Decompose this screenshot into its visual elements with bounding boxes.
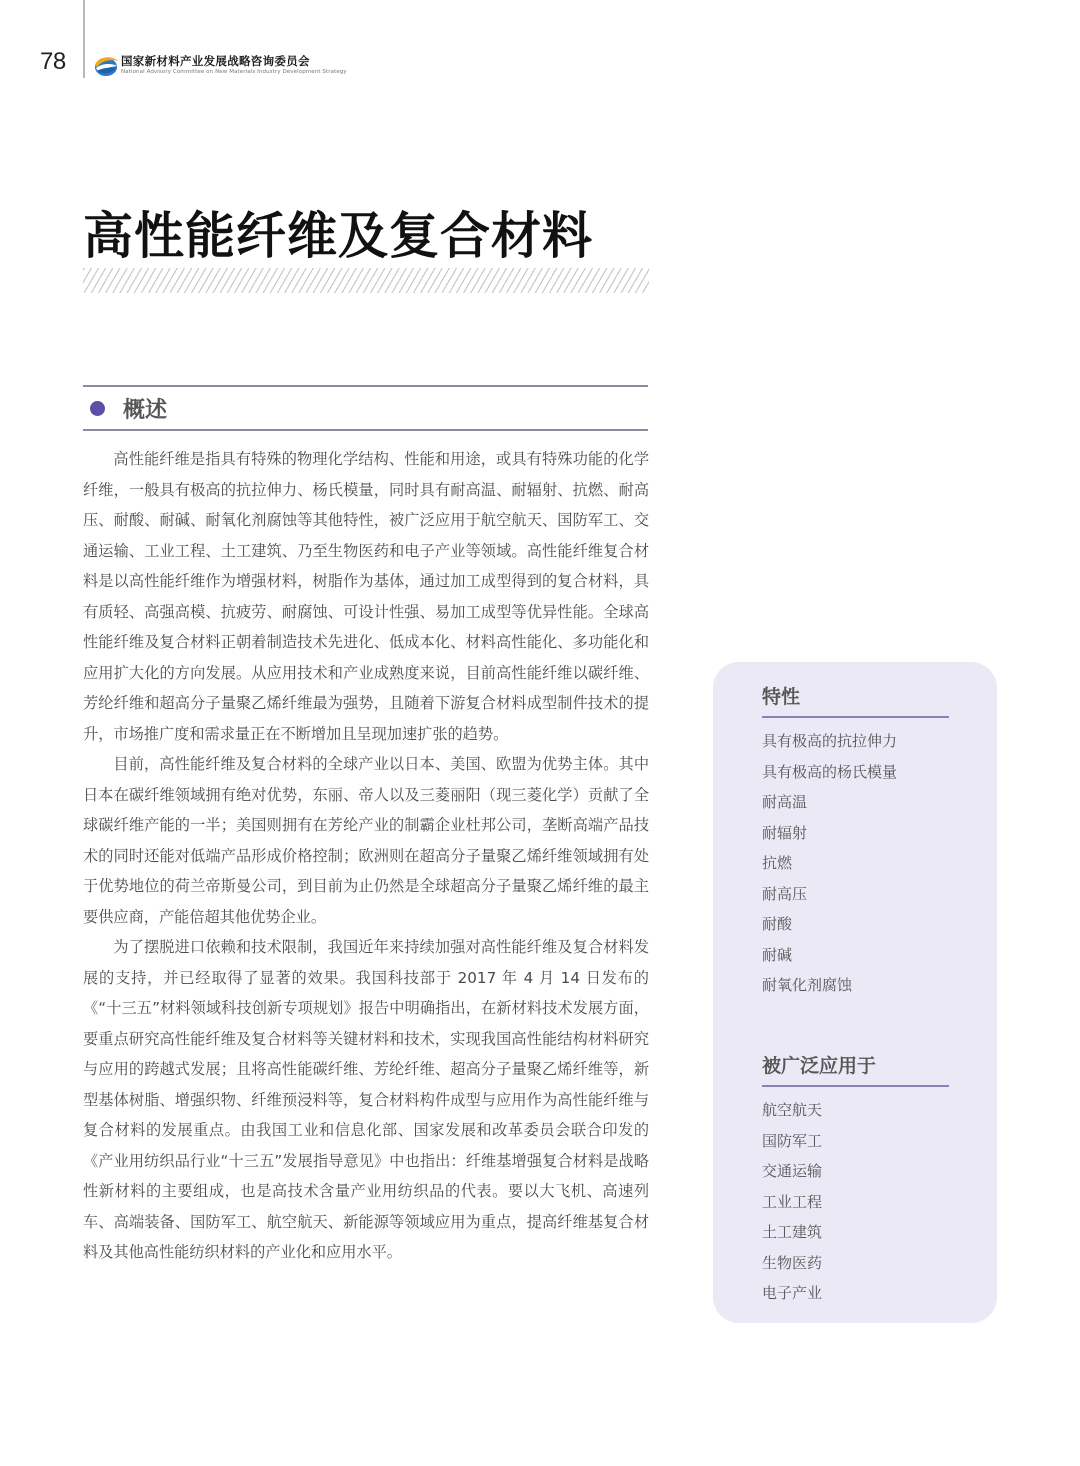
committee-logo-icon: [92, 53, 120, 77]
list-item: 耐氧化剂腐蚀: [762, 976, 853, 994]
hatched-divider: [83, 268, 649, 293]
properties-title: 特性: [762, 686, 801, 708]
list-item: 交通运输: [762, 1162, 823, 1180]
list-item: 耐碱: [762, 945, 793, 964]
applications-title: 被广泛应用于: [762, 1055, 877, 1077]
list-item: 国防军工: [762, 1131, 823, 1150]
list-item: 生物医药: [762, 1253, 823, 1272]
header-vertical-rule: [83, 0, 85, 78]
section-header: [83, 385, 648, 431]
list-item: 耐酸: [762, 915, 793, 933]
list-item: 工业工程: [762, 1192, 823, 1211]
body-text: [83, 444, 649, 1268]
applications-rule: [762, 1085, 949, 1087]
properties-list: [762, 726, 897, 1001]
list-item: 抗燃: [762, 854, 793, 872]
org-name-en: National Advisory Committee on New Materials Industry Development Strategy: [121, 69, 347, 75]
list-item: 具有极高的杨氏模量: [762, 762, 898, 781]
list-item: 土工建筑: [762, 1223, 823, 1241]
list-item: 电子产业: [762, 1284, 823, 1302]
sidebar-card: [713, 662, 997, 1323]
paragraph: 为了摆脱进口依赖和技术限制，我国近年来持续加强对高性能纤维及复合材料发展的支持，并已经取得了显著的效果。我国科技部于 2017 年 4 月 14 日发布的《“十三五”材料领域科技创新专项规划》报告中明确指出，在新材料技术发展方面，要重点研究高性能纤维及复合材料等关键材料和技术，实现我国高性能结构材料研究与应用的跨越式发展；且将高性能碳纤维、芳纶纤维、超高分子量聚乙烯纤维等，新型基体树脂、增强织物、纤维预浸料等，复合材料构件成型与应用作为高性能纤维与复合材料的发展重点。由我国工业和信息化部、国家发展和改革委员会联合印发的《产业用纺织品行业“十三五”发展指导意见》中也指出：纤维基增强复合材料是战略性新材料的主要组成，也是高技术含量产业用纺织品的代表。要以大飞机、高速列车、高端装备、国防军工、航空航天、新能源等领域应用为重点，提高纤维基复合材料及其他高性能纺织材料的产业化和应用水平。: [83, 938, 649, 1261]
paragraph: 高性能纤维是指具有特殊的物理化学结构、性能和用途，或具有特殊功能的化学纤维，一般具有极高的抗拉伸力、杨氏模量，同时具有耐高温、耐辐射、抗燃、耐高压、耐酸、耐碱、耐氧化剂腐蚀等其他特性，被广泛应用于航空航天、国防军工、交通运输、工业工程、土工建筑、乃至生物医药和电子产业等领域。高性能纤维复合材料是以高性能纤维作为增强材料，树脂作为基体，通过加工成型得到的复合材料，具有质轻、高强高模、抗疲劳、耐腐蚀、可设计性强、易加工成型等优异性能。全球高性能纤维及复合材料正朝着制造技术先进化、低成本化、材料高性能化、多功能化和应用扩大化的方向发展。从应用技术和产业成熟度来说，目前高性能纤维以碳纤维、芳纶纤维和超高分子量聚乙烯纤维最为强势，且随着下游复合材料成型制件技术的提升，市场推广度和需求量正在不断增加且呈现加速扩张的趋势。: [83, 450, 649, 743]
list-item: 耐高压: [762, 884, 808, 903]
properties-rule: [762, 716, 949, 718]
applications-list: [762, 1095, 822, 1309]
section-title: 概述: [123, 398, 168, 423]
list-item: 耐高温: [762, 793, 808, 811]
list-item: 航空航天: [762, 1101, 823, 1119]
list-item: 耐辐射: [762, 823, 808, 842]
paragraph: 目前，高性能纤维及复合材料的全球产业以日本、美国、欧盟为优势主体。其中日本在碳纤维领域拥有绝对优势，东丽、帝人以及三菱丽阳（现三菱化学）贡献了全球碳纤维产能的一半；美国则拥有在芳纶产业的制霸企业杜邦公司，垄断高端产品技术的同时还能对低端产品形成价格控制；欧洲则在超高分子量聚乙烯纤维领域拥有处于优势地位的荷兰帝斯曼公司，到目前为止仍然是全球超高分子量聚乙烯纤维的最主要供应商，产能倍超其他优势企业。: [83, 755, 649, 926]
list-item: 具有极高的抗拉伸力: [762, 732, 898, 750]
org-name: 国家新材料产业发展战略咨询委员会: [121, 54, 310, 68]
bullet-dot-icon: [90, 401, 105, 416]
page-number: 78: [40, 48, 66, 75]
page-title: 高性能纤维及复合材料: [83, 207, 593, 265]
